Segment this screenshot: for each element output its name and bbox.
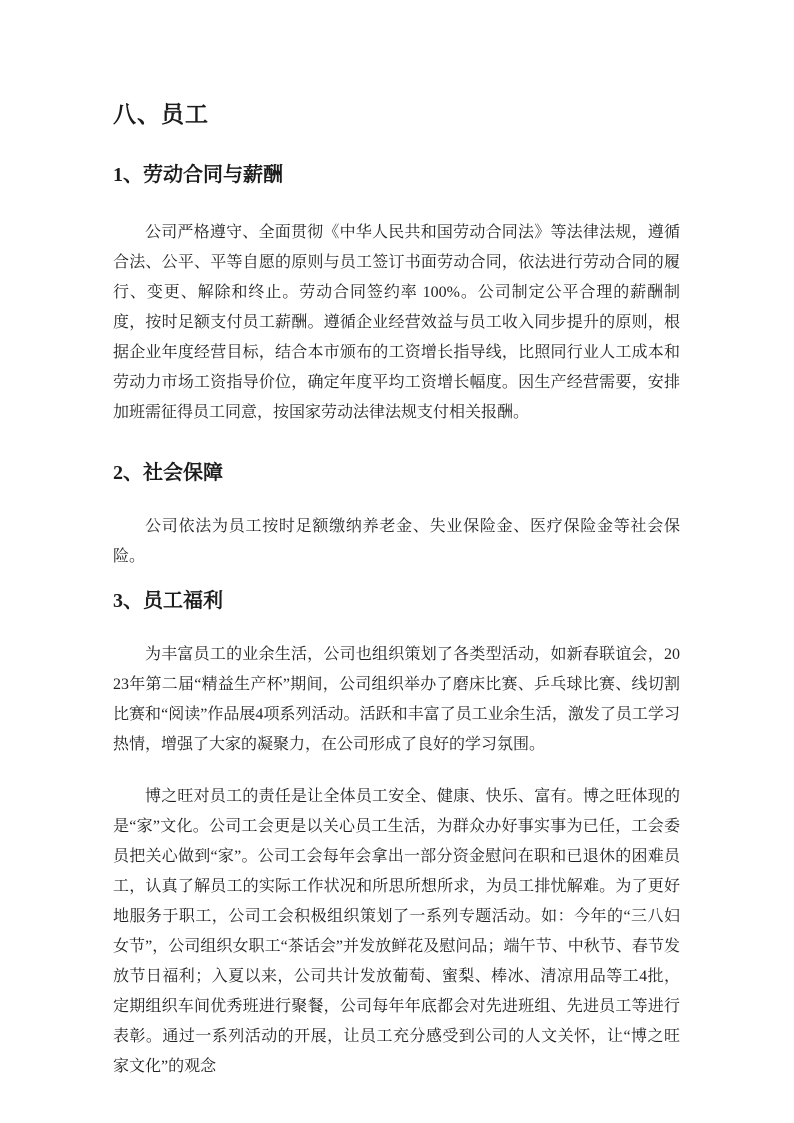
paragraph-social-security: 公司依法为员工按时足额缴纳养老金、失业保险金、医疗保险金等社会保险。	[113, 518, 680, 565]
section-heading-social-security: 2、社会保障	[113, 462, 223, 484]
chapter-heading: 八、员工	[113, 101, 209, 127]
paragraph-employee-welfare-activities: 为丰富员工的业余生活，公司也组织策划了各类型活动，如新春联谊会，2023年第二届“精益生产杯”期间，公司组织举办了磨床比赛、乒乓球比赛、线切割比赛和“阅读”作品展4项系列活动。活跃和丰富了员工业余生活，激发了员工学习热情，增强了大家的凝聚力，在公司形成了良好的学习氛围。	[113, 646, 680, 753]
section-heading-employee-welfare: 3、员工福利	[113, 590, 223, 612]
paragraph-labor-contract: 公司严格遵守、全面贯彻《中华人民共和国劳动合同法》等法律法规，遵循合法、公平、平等自愿的原则与员工签订书面劳动合同，依法进行劳动合同的履行、变更、解除和终止。劳动合同签约率 100%。公司制定公平合理的薪酬制度，按时足额支付员工薪酬。遵循企业经营效益与员工收入同步提升的原则，根据企业年度经营目标，结合本市颁布的工资增长指导线，比照同行业人工成本和劳动力市场工资指导价位，确定年度平均工资增长幅度。因生产经营需要，安排加班需征得员工同意，按国家劳动法律法规支付相关报酬。	[113, 224, 680, 421]
section-heading-labor-contract: 1、劳动合同与薪酬	[113, 164, 283, 186]
paragraph-employee-welfare-culture: 博之旺对员工的责任是让全体员工安全、健康、快乐、富有。博之旺体现的是“家”文化。公司工会更是以关心员工生活，为群众办好事实事为已任，工会委员把关心做到“家”。公司工会每年会拿出一部分资金慰问在职和已退休的困难员工，认真了解员工的实际工作状况和所思所想所求，为员工排忧解难。为了更好地服务于职工，公司工会积极组织策划了一系列专题活动。如：今年的“三八妇女节”，公司组织女职工“茶话会”并发放鲜花及慰问品；端午节、中秋节、春节发放节日福利；入夏以来，公司共计发放葡萄、蜜梨、棒冰、清凉用品等工4批，定期组织车间优秀班进行聚餐，公司每年年底都会对先进班组、先进员工等进行表彰。通过一系列活动的开展，让员工充分感受到公司的人文关怀，让“博之旺家文化”的观念	[113, 788, 680, 1075]
